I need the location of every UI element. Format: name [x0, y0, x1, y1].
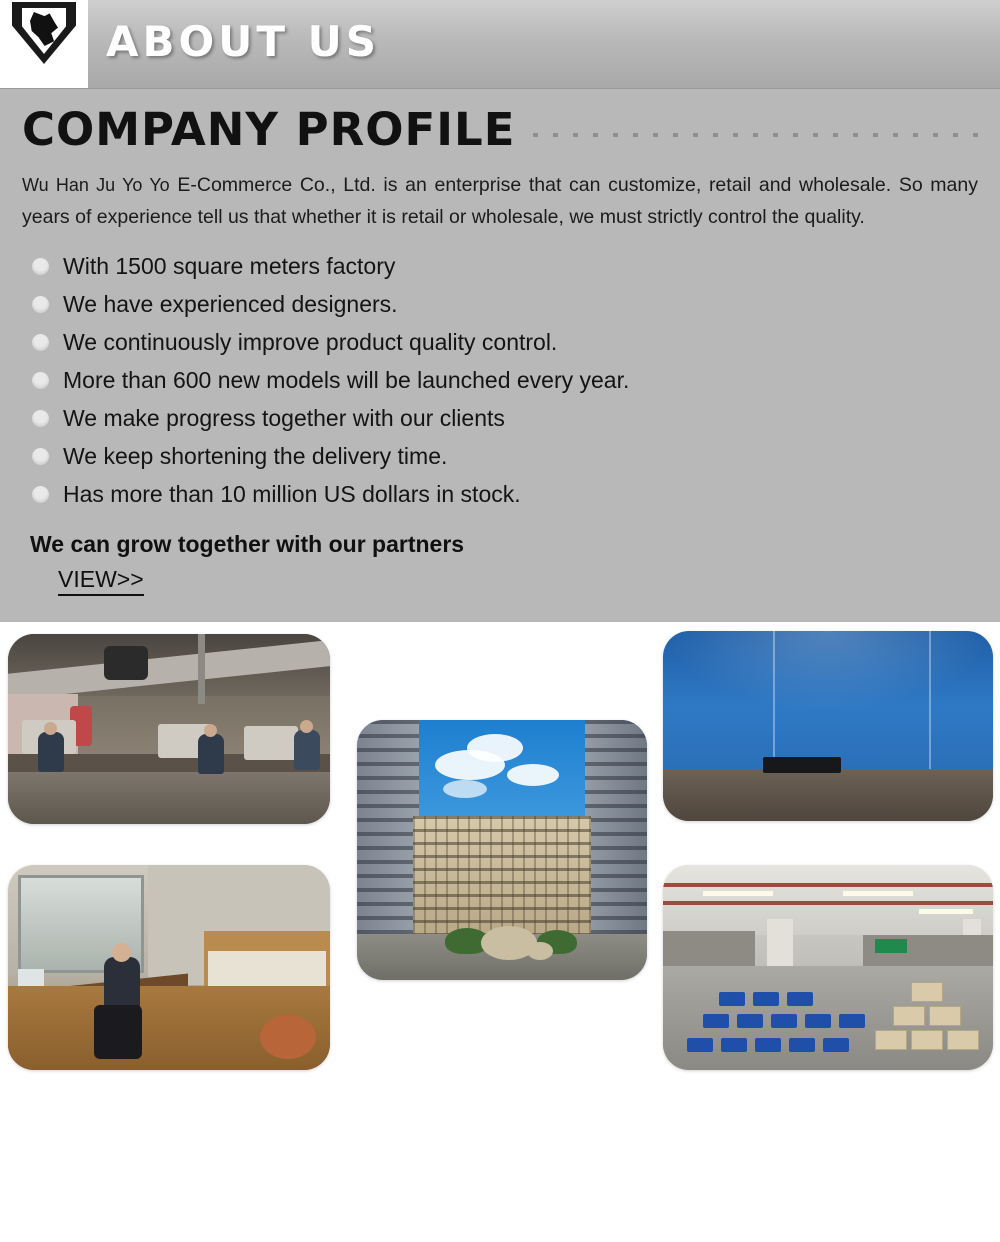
list-item: [22, 361, 978, 399]
photo-content: [8, 865, 330, 1070]
factory-production-line-photo[interactable]: [8, 634, 330, 824]
list-item: [22, 399, 978, 437]
bullet-dot-icon: [32, 296, 49, 313]
banner-title: ABOUT US: [106, 17, 380, 66]
company-logo: [0, 0, 88, 88]
photo-content: [663, 865, 993, 1070]
company-profile-panel: [0, 89, 1000, 622]
blue-wall-display-photo[interactable]: [663, 631, 993, 821]
list-item-label: Has more than 10 million US dollars in stock.: [63, 480, 521, 507]
list-item-label: We make progress together with our clients: [63, 404, 505, 431]
list-item-label: We have experienced designers.: [63, 290, 398, 317]
company-name-text: Wu Han Ju Yo Yo: [22, 175, 170, 195]
company-highlights-list: [22, 247, 978, 513]
photo-content: [663, 631, 993, 821]
list-item-label: With 1500 square meters factory: [63, 252, 396, 279]
about-us-banner: [0, 0, 1000, 89]
list-item-label: More than 600 new models will be launched every year.: [63, 366, 630, 393]
page-title: COMPANY PROFILE: [22, 103, 516, 156]
company-intro-paragraph: [22, 170, 978, 233]
bullet-dot-icon: [32, 410, 49, 427]
list-item-label: We keep shortening the delivery time.: [63, 442, 448, 469]
bullet-dot-icon: [32, 448, 49, 465]
list-item: [22, 285, 978, 323]
view-more-link[interactable]: VIEW>>: [58, 566, 144, 596]
bullet-dot-icon: [32, 486, 49, 503]
office-building-exterior-photo[interactable]: [357, 720, 647, 980]
list-item: [22, 247, 978, 285]
company-intro-body: E-Commerce Co., Ltd. is an enterprise that can customize, retail and wholesale. So many years of experience tell us that whether it is retail or wholesale, we must strictly control the quality.: [22, 174, 978, 228]
profile-heading-row: [22, 103, 978, 156]
list-item: [22, 323, 978, 361]
photo-content: [8, 634, 330, 824]
partner-tagline: We can grow together with our partners: [30, 531, 465, 558]
list-item: [22, 437, 978, 475]
office-workspace-photo[interactable]: [8, 865, 330, 1070]
dotted-rule-decoration: [533, 124, 978, 146]
bullet-dot-icon: [32, 334, 49, 351]
warehouse-storage-photo[interactable]: [663, 865, 993, 1070]
bullet-dot-icon: [32, 372, 49, 389]
photo-content: [357, 720, 647, 980]
list-item: [22, 475, 978, 513]
list-item-label: We continuously improve product quality control.: [63, 328, 558, 355]
bullet-dot-icon: [32, 258, 49, 275]
photo-gallery: [0, 622, 1000, 1100]
